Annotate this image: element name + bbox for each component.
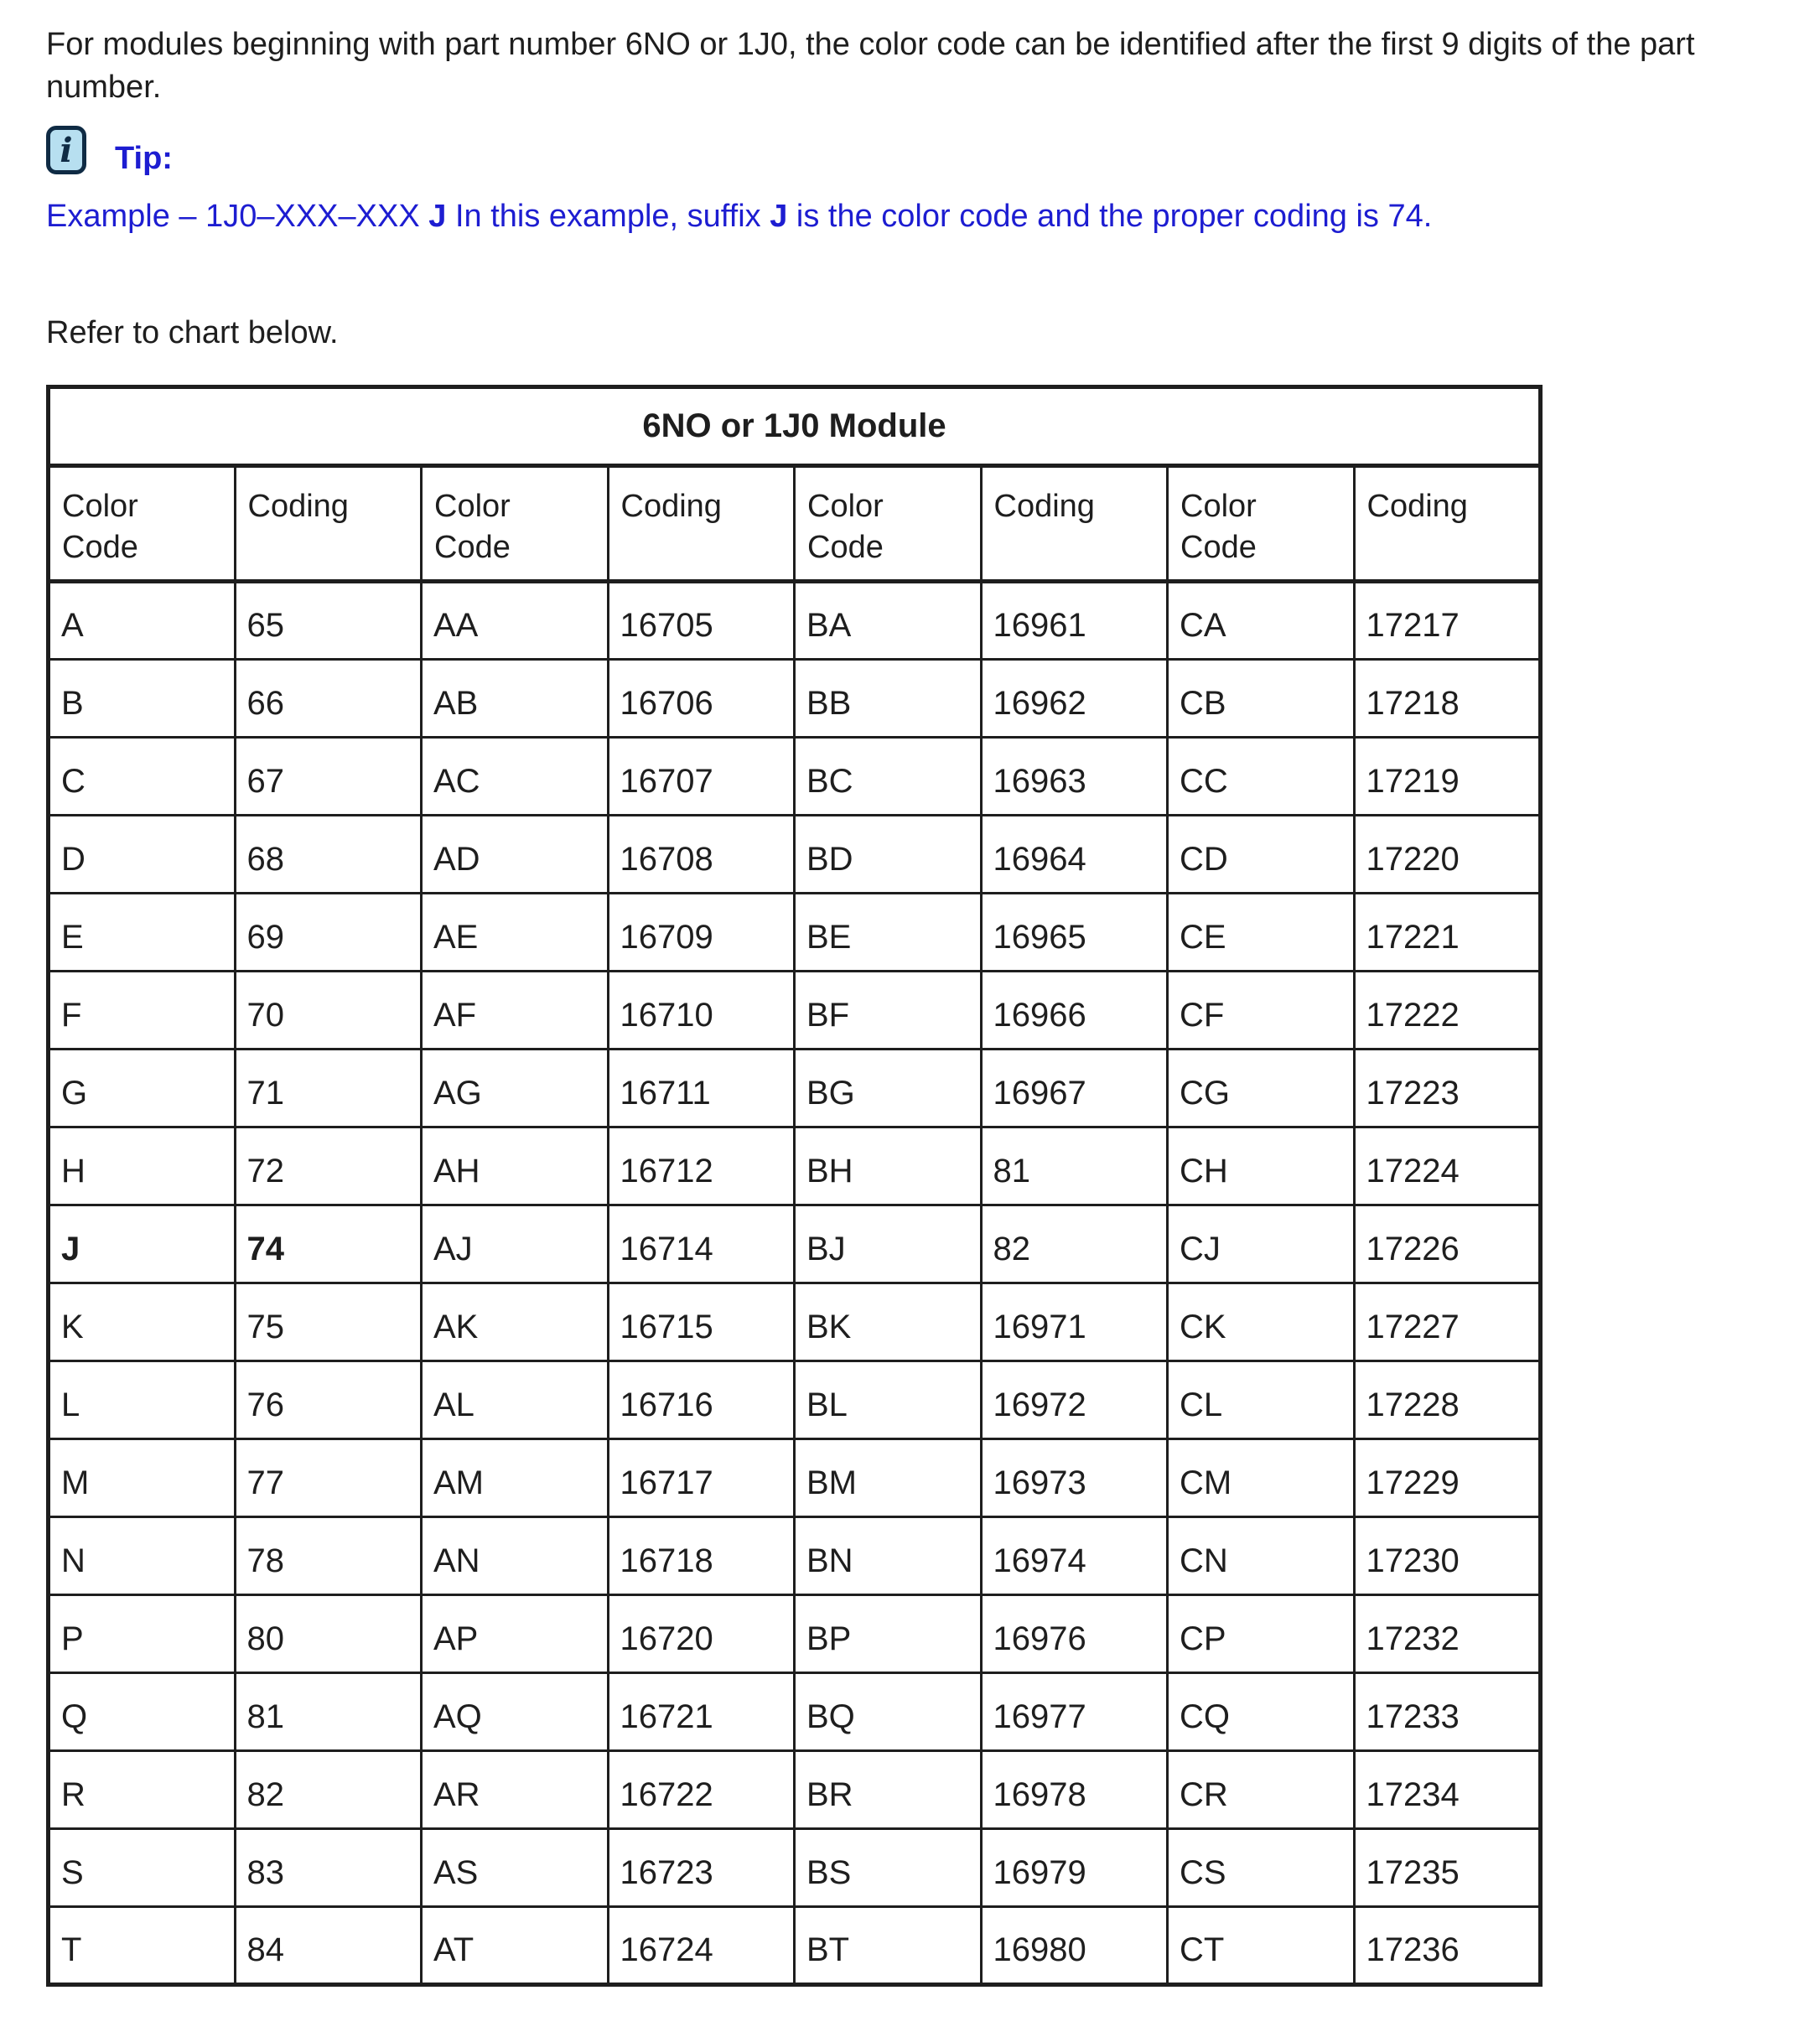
coding-cell: 16722 bbox=[608, 1750, 795, 1828]
table-row bbox=[49, 1283, 1541, 1361]
column-header-coding bbox=[981, 465, 1168, 581]
coding-cell: 16716 bbox=[608, 1361, 795, 1438]
table-row bbox=[49, 1438, 1541, 1516]
color-code-cell: P bbox=[49, 1594, 236, 1672]
coding-cell: 16721 bbox=[608, 1672, 795, 1750]
coding-cell: 16974 bbox=[981, 1516, 1168, 1594]
color-code-cell: B bbox=[49, 659, 236, 737]
coding-cell: 16972 bbox=[981, 1361, 1168, 1438]
coding-cell: 17232 bbox=[1354, 1594, 1541, 1672]
coding-cell: 17226 bbox=[1354, 1205, 1541, 1283]
color-code-cell: E bbox=[49, 893, 236, 971]
tip-row bbox=[46, 127, 1790, 179]
column-header-color-code bbox=[49, 465, 236, 581]
coding-cell: 75 bbox=[235, 1283, 422, 1361]
table-row bbox=[49, 1127, 1541, 1205]
coding-cell: 17236 bbox=[1354, 1906, 1541, 1984]
coding-cell: 16710 bbox=[608, 971, 795, 1049]
column-header-coding bbox=[608, 465, 795, 581]
coding-cell: 74 bbox=[235, 1205, 422, 1283]
color-code-cell: AF bbox=[422, 971, 609, 1049]
example-text-segment: is the color code and the proper coding is 74. bbox=[787, 198, 1433, 234]
color-code-cell: CB bbox=[1168, 659, 1355, 737]
coding-cell: 84 bbox=[235, 1906, 422, 1984]
color-code-cell: M bbox=[49, 1438, 236, 1516]
coding-cell: 17219 bbox=[1354, 737, 1541, 815]
color-code-cell: BF bbox=[795, 971, 982, 1049]
color-code-cell: CJ bbox=[1168, 1205, 1355, 1283]
coding-cell: 16977 bbox=[981, 1672, 1168, 1750]
color-code-cell: CM bbox=[1168, 1438, 1355, 1516]
color-code-cell: CQ bbox=[1168, 1672, 1355, 1750]
coding-cell: 17229 bbox=[1354, 1438, 1541, 1516]
table-row bbox=[49, 815, 1541, 893]
info-icon bbox=[46, 126, 86, 174]
column-header-color-code bbox=[1168, 465, 1355, 581]
color-code-cell: G bbox=[49, 1049, 236, 1127]
header-label: Coding bbox=[620, 488, 722, 524]
intro-paragraph: For modules beginning with part number 6NO or 1J0, the color code can be identified after the first 9 digits of the part number. bbox=[46, 27, 1695, 106]
header-label: Color Code bbox=[807, 488, 884, 565]
color-code-cell: AQ bbox=[422, 1672, 609, 1750]
coding-cell: 70 bbox=[235, 971, 422, 1049]
color-code-cell: BN bbox=[795, 1516, 982, 1594]
coding-cell: 16961 bbox=[981, 581, 1168, 659]
color-code-cell: BM bbox=[795, 1438, 982, 1516]
coding-cell: 17235 bbox=[1354, 1828, 1541, 1906]
color-code-cell: CL bbox=[1168, 1361, 1355, 1438]
color-code-cell: AD bbox=[422, 815, 609, 893]
color-code-cell: AN bbox=[422, 1516, 609, 1594]
color-code-cell: AT bbox=[422, 1906, 609, 1984]
color-code-cell: BB bbox=[795, 659, 982, 737]
coding-cell: 16979 bbox=[981, 1828, 1168, 1906]
color-code-cell: T bbox=[49, 1906, 236, 1984]
color-code-cell: J bbox=[49, 1205, 236, 1283]
header-label: Coding bbox=[993, 488, 1095, 524]
coding-cell: 17218 bbox=[1354, 659, 1541, 737]
color-code-cell: AP bbox=[422, 1594, 609, 1672]
color-code-cell: AL bbox=[422, 1361, 609, 1438]
color-code-cell: CT bbox=[1168, 1906, 1355, 1984]
example-line bbox=[46, 199, 1790, 235]
coding-cell: 16717 bbox=[608, 1438, 795, 1516]
coding-cell: 16980 bbox=[981, 1906, 1168, 1984]
color-code-cell: CP bbox=[1168, 1594, 1355, 1672]
table-title: 6NO or 1J0 Module bbox=[49, 386, 1541, 465]
coding-cell: 16971 bbox=[981, 1283, 1168, 1361]
table-row bbox=[49, 659, 1541, 737]
coding-cell: 16976 bbox=[981, 1594, 1168, 1672]
table-row bbox=[49, 737, 1541, 815]
color-code-cell: CG bbox=[1168, 1049, 1355, 1127]
color-code-cell: R bbox=[49, 1750, 236, 1828]
coding-cell: 83 bbox=[235, 1828, 422, 1906]
coding-cell: 80 bbox=[235, 1594, 422, 1672]
coding-cell: 17217 bbox=[1354, 581, 1541, 659]
header-label: Color Code bbox=[62, 488, 138, 565]
color-code-cell: H bbox=[49, 1127, 236, 1205]
color-code-cell: BK bbox=[795, 1283, 982, 1361]
coding-cell: 16967 bbox=[981, 1049, 1168, 1127]
column-header-coding bbox=[1354, 465, 1541, 581]
color-code-cell: A bbox=[49, 581, 236, 659]
color-code-cell: AJ bbox=[422, 1205, 609, 1283]
color-code-cell: BD bbox=[795, 815, 982, 893]
color-code-cell: AC bbox=[422, 737, 609, 815]
coding-cell: 16709 bbox=[608, 893, 795, 971]
column-header-coding bbox=[235, 465, 422, 581]
coding-cell: 16978 bbox=[981, 1750, 1168, 1828]
example-bold-suffix: J bbox=[770, 198, 788, 234]
coding-cell: 17227 bbox=[1354, 1283, 1541, 1361]
coding-cell: 17233 bbox=[1354, 1672, 1541, 1750]
coding-cell: 16965 bbox=[981, 893, 1168, 971]
module-table-body bbox=[49, 581, 1541, 1984]
color-code-cell: AR bbox=[422, 1750, 609, 1828]
color-code-cell: AG bbox=[422, 1049, 609, 1127]
coding-cell: 76 bbox=[235, 1361, 422, 1438]
coding-cell: 77 bbox=[235, 1438, 422, 1516]
coding-cell: 16712 bbox=[608, 1127, 795, 1205]
color-code-cell: CK bbox=[1168, 1283, 1355, 1361]
coding-cell: 16707 bbox=[608, 737, 795, 815]
header-label: Color Code bbox=[434, 488, 511, 565]
header-label: Color Code bbox=[1180, 488, 1257, 565]
coding-cell: 16720 bbox=[608, 1594, 795, 1672]
coding-cell: 17222 bbox=[1354, 971, 1541, 1049]
module-table bbox=[46, 385, 1543, 1987]
color-code-cell: CA bbox=[1168, 581, 1355, 659]
color-code-cell: BL bbox=[795, 1361, 982, 1438]
coding-cell: 16706 bbox=[608, 659, 795, 737]
header-label: Coding bbox=[1366, 488, 1468, 524]
module-table-head bbox=[49, 386, 1541, 581]
coding-cell: 68 bbox=[235, 815, 422, 893]
coding-cell: 16963 bbox=[981, 737, 1168, 815]
coding-cell: 69 bbox=[235, 893, 422, 971]
color-code-cell: D bbox=[49, 815, 236, 893]
color-code-cell: CF bbox=[1168, 971, 1355, 1049]
column-header-color-code bbox=[422, 465, 609, 581]
color-code-cell: C bbox=[49, 737, 236, 815]
color-code-cell: L bbox=[49, 1361, 236, 1438]
color-code-cell: AK bbox=[422, 1283, 609, 1361]
info-icon-glyph: i bbox=[60, 130, 73, 170]
refer-text: Refer to chart below. bbox=[46, 314, 339, 350]
table-row bbox=[49, 893, 1541, 971]
color-code-cell: BP bbox=[795, 1594, 982, 1672]
coding-cell: 16715 bbox=[608, 1283, 795, 1361]
table-row bbox=[49, 1672, 1541, 1750]
coding-cell: 82 bbox=[981, 1205, 1168, 1283]
color-code-cell: N bbox=[49, 1516, 236, 1594]
color-code-cell: AB bbox=[422, 659, 609, 737]
table-row bbox=[49, 1828, 1541, 1906]
color-code-cell: BC bbox=[795, 737, 982, 815]
coding-cell: 17224 bbox=[1354, 1127, 1541, 1205]
color-code-cell: CR bbox=[1168, 1750, 1355, 1828]
table-row bbox=[49, 1205, 1541, 1283]
coding-cell: 16708 bbox=[608, 815, 795, 893]
table-row bbox=[49, 1750, 1541, 1828]
coding-cell: 16723 bbox=[608, 1828, 795, 1906]
header-label: Coding bbox=[247, 488, 349, 524]
color-code-cell: BQ bbox=[795, 1672, 982, 1750]
coding-cell: 81 bbox=[981, 1127, 1168, 1205]
color-code-cell: AH bbox=[422, 1127, 609, 1205]
color-code-cell: BR bbox=[795, 1750, 982, 1828]
coding-cell: 81 bbox=[235, 1672, 422, 1750]
coding-cell: 16714 bbox=[608, 1205, 795, 1283]
example-bold-suffix: J bbox=[428, 198, 447, 234]
table-title-row bbox=[49, 386, 1541, 465]
coding-cell: 16964 bbox=[981, 815, 1168, 893]
color-code-cell: BJ bbox=[795, 1205, 982, 1283]
table-row bbox=[49, 1906, 1541, 1984]
coding-cell: 67 bbox=[235, 737, 422, 815]
example-text-segment: Example – 1J0–XXX–XXX bbox=[46, 198, 429, 234]
color-code-cell: BH bbox=[795, 1127, 982, 1205]
color-code-cell: F bbox=[49, 971, 236, 1049]
table-row bbox=[49, 1594, 1541, 1672]
color-code-cell: BS bbox=[795, 1828, 982, 1906]
coding-cell: 72 bbox=[235, 1127, 422, 1205]
example-text-segment: In this example, suffix bbox=[446, 198, 770, 234]
coding-cell: 66 bbox=[235, 659, 422, 737]
color-code-cell: AS bbox=[422, 1828, 609, 1906]
coding-cell: 82 bbox=[235, 1750, 422, 1828]
color-code-cell: BG bbox=[795, 1049, 982, 1127]
color-code-cell: BT bbox=[795, 1906, 982, 1984]
color-code-cell: CS bbox=[1168, 1828, 1355, 1906]
coding-cell: 17228 bbox=[1354, 1361, 1541, 1438]
color-code-cell: Q bbox=[49, 1672, 236, 1750]
table-row bbox=[49, 581, 1541, 659]
color-code-cell: BE bbox=[795, 893, 982, 971]
tip-label: Tip: bbox=[115, 141, 173, 177]
color-code-cell: S bbox=[49, 1828, 236, 1906]
table-header-row bbox=[49, 465, 1541, 581]
color-code-cell: CC bbox=[1168, 737, 1355, 815]
table-row bbox=[49, 1049, 1541, 1127]
coding-cell: 17220 bbox=[1354, 815, 1541, 893]
coding-cell: 16966 bbox=[981, 971, 1168, 1049]
table-row bbox=[49, 1361, 1541, 1438]
color-code-cell: AM bbox=[422, 1438, 609, 1516]
color-code-cell: AE bbox=[422, 893, 609, 971]
coding-cell: 17230 bbox=[1354, 1516, 1541, 1594]
coding-cell: 71 bbox=[235, 1049, 422, 1127]
color-code-cell: AA bbox=[422, 581, 609, 659]
coding-cell: 17223 bbox=[1354, 1049, 1541, 1127]
color-code-cell: CD bbox=[1168, 815, 1355, 893]
color-code-cell: CH bbox=[1168, 1127, 1355, 1205]
table-row bbox=[49, 1516, 1541, 1594]
color-code-cell: CE bbox=[1168, 893, 1355, 971]
coding-cell: 17221 bbox=[1354, 893, 1541, 971]
table-row bbox=[49, 971, 1541, 1049]
coding-cell: 17234 bbox=[1354, 1750, 1541, 1828]
color-code-cell: K bbox=[49, 1283, 236, 1361]
color-code-cell: BA bbox=[795, 581, 982, 659]
coding-cell: 16973 bbox=[981, 1438, 1168, 1516]
coding-cell: 16711 bbox=[608, 1049, 795, 1127]
coding-cell: 16724 bbox=[608, 1906, 795, 1984]
coding-cell: 78 bbox=[235, 1516, 422, 1594]
coding-cell: 65 bbox=[235, 581, 422, 659]
coding-cell: 16705 bbox=[608, 581, 795, 659]
coding-cell: 16718 bbox=[608, 1516, 795, 1594]
color-code-cell: CN bbox=[1168, 1516, 1355, 1594]
column-header-color-code bbox=[795, 465, 982, 581]
coding-cell: 16962 bbox=[981, 659, 1168, 737]
